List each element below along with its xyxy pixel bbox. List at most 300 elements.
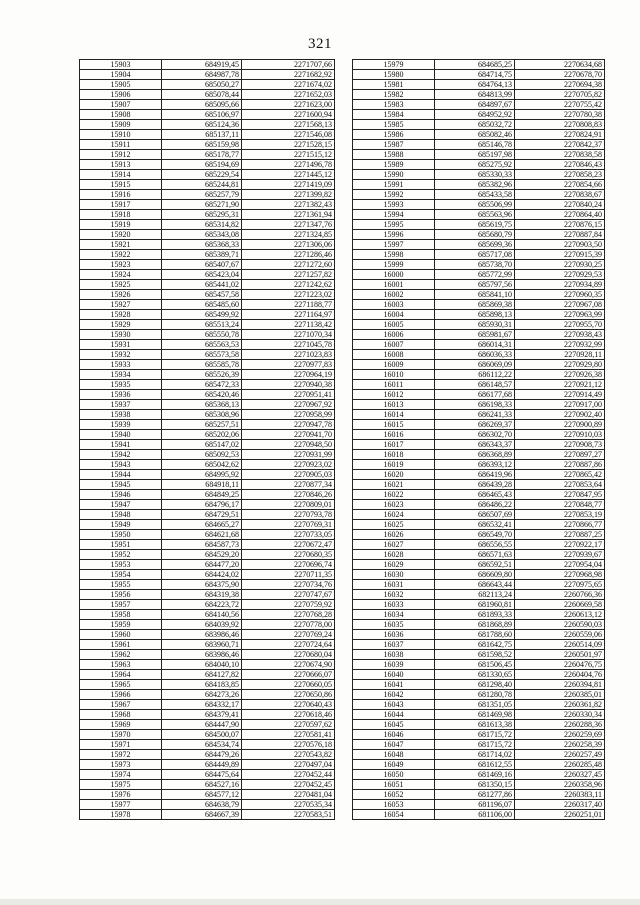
table-row — [353, 260, 605, 270]
x-coordinate-cell: 681960,81 — [435, 600, 515, 610]
x-coordinate-cell: 686343,37 — [435, 440, 515, 450]
point-number-cell: 15950 — [80, 530, 162, 540]
x-coordinate-cell: 684813,99 — [435, 90, 515, 100]
y-coordinate-cell: 2270922,17 — [515, 540, 605, 550]
x-coordinate-cell: 685257,79 — [162, 190, 242, 200]
table-row — [353, 220, 605, 230]
y-coordinate-cell: 2270838,58 — [515, 150, 605, 160]
y-coordinate-cell: 2270931,99 — [242, 450, 335, 460]
x-coordinate-cell: 681350,15 — [435, 780, 515, 790]
x-coordinate-cell: 686393,12 — [435, 460, 515, 470]
y-coordinate-cell: 2271070,34 — [242, 330, 335, 340]
y-coordinate-cell: 2260669,58 — [515, 600, 605, 610]
y-coordinate-cell: 2270908,73 — [515, 440, 605, 450]
x-coordinate-cell: 681106,00 — [435, 810, 515, 820]
y-coordinate-cell: 2270967,92 — [242, 400, 335, 410]
table-row — [80, 630, 335, 640]
x-coordinate-cell: 681330,65 — [435, 670, 515, 680]
x-coordinate-cell: 685472,33 — [162, 380, 242, 390]
point-number-cell: 16029 — [353, 560, 435, 570]
point-number-cell: 15990 — [353, 170, 435, 180]
point-number-cell: 15976 — [80, 790, 162, 800]
x-coordinate-cell: 684534,74 — [162, 740, 242, 750]
table-row — [353, 190, 605, 200]
x-coordinate-cell: 684587,73 — [162, 540, 242, 550]
point-number-cell: 16047 — [353, 740, 435, 750]
x-coordinate-cell: 686198,33 — [435, 400, 515, 410]
y-coordinate-cell: 2270926,38 — [515, 370, 605, 380]
y-coordinate-cell: 2271223,02 — [242, 290, 335, 300]
coordinates-table-right — [352, 59, 605, 820]
table-row — [353, 770, 605, 780]
x-coordinate-cell: 685082,46 — [435, 130, 515, 140]
point-number-cell: 15989 — [353, 160, 435, 170]
point-number-cell: 16045 — [353, 720, 435, 730]
table-row — [80, 340, 335, 350]
x-coordinate-cell: 686465,43 — [435, 490, 515, 500]
y-coordinate-cell: 2270968,98 — [515, 570, 605, 580]
point-number-cell: 15995 — [353, 220, 435, 230]
table-row — [353, 280, 605, 290]
table-row — [80, 560, 335, 570]
table-row — [353, 580, 605, 590]
point-number-cell: 15986 — [353, 130, 435, 140]
y-coordinate-cell: 2271419,09 — [242, 180, 335, 190]
x-coordinate-cell: 686148,57 — [435, 380, 515, 390]
x-coordinate-cell: 684897,67 — [435, 100, 515, 110]
table-row — [353, 480, 605, 490]
point-number-cell: 15947 — [80, 500, 162, 510]
point-number-cell: 15946 — [80, 490, 162, 500]
x-coordinate-cell: 686507,69 — [435, 510, 515, 520]
point-number-cell: 16012 — [353, 390, 435, 400]
point-number-cell: 15964 — [80, 670, 162, 680]
y-coordinate-cell: 2260358,96 — [515, 780, 605, 790]
x-coordinate-cell: 684729,51 — [162, 510, 242, 520]
y-coordinate-cell: 2270666,07 — [242, 670, 335, 680]
point-number-cell: 15953 — [80, 560, 162, 570]
point-number-cell: 15999 — [353, 260, 435, 270]
table-row — [80, 130, 335, 140]
point-number-cell: 16001 — [353, 280, 435, 290]
point-number-cell: 15929 — [80, 320, 162, 330]
y-coordinate-cell: 2270778,00 — [242, 620, 335, 630]
y-coordinate-cell: 2270902,40 — [515, 410, 605, 420]
x-coordinate-cell: 686419,96 — [435, 470, 515, 480]
table-row — [353, 760, 605, 770]
y-coordinate-cell: 2270948,50 — [242, 440, 335, 450]
y-coordinate-cell: 2270951,41 — [242, 390, 335, 400]
table-row — [353, 560, 605, 570]
point-number-cell: 15998 — [353, 250, 435, 260]
point-number-cell: 15982 — [353, 90, 435, 100]
y-coordinate-cell: 2271361,94 — [242, 210, 335, 220]
y-coordinate-cell: 2270672,47 — [242, 540, 335, 550]
x-coordinate-cell: 685619,75 — [435, 220, 515, 230]
point-number-cell: 16031 — [353, 580, 435, 590]
x-coordinate-cell: 685506,99 — [435, 200, 515, 210]
table-row — [80, 540, 335, 550]
page-number: 321 — [308, 36, 332, 52]
y-coordinate-cell: 2270955,70 — [515, 320, 605, 330]
y-coordinate-cell: 2270680,04 — [242, 650, 335, 660]
y-coordinate-cell: 2270680,35 — [242, 550, 335, 560]
y-coordinate-cell: 2270853,64 — [515, 480, 605, 490]
table-row — [80, 320, 335, 330]
point-number-cell: 16026 — [353, 530, 435, 540]
point-number-cell: 16019 — [353, 460, 435, 470]
table-row — [80, 810, 335, 820]
table-row — [353, 610, 605, 620]
point-number-cell: 15937 — [80, 400, 162, 410]
point-number-cell: 15957 — [80, 600, 162, 610]
table-row — [80, 450, 335, 460]
y-coordinate-cell: 2260361,82 — [515, 700, 605, 710]
table-row — [353, 500, 605, 510]
x-coordinate-cell: 684500,07 — [162, 730, 242, 740]
x-coordinate-cell: 684477,20 — [162, 560, 242, 570]
table-row — [353, 340, 605, 350]
y-coordinate-cell: 2260257,49 — [515, 750, 605, 760]
point-number-cell: 16036 — [353, 630, 435, 640]
table-row — [80, 360, 335, 370]
table-row — [80, 300, 335, 310]
x-coordinate-cell: 684527,16 — [162, 780, 242, 790]
point-number-cell: 15992 — [353, 190, 435, 200]
point-number-cell: 16030 — [353, 570, 435, 580]
table-row — [80, 180, 335, 190]
x-coordinate-cell: 685485,60 — [162, 300, 242, 310]
y-coordinate-cell: 2270838,67 — [515, 190, 605, 200]
x-coordinate-cell: 683986,46 — [162, 630, 242, 640]
x-coordinate-cell: 681893,33 — [435, 610, 515, 620]
x-coordinate-cell: 684127,82 — [162, 670, 242, 680]
y-coordinate-cell: 2270939,67 — [515, 550, 605, 560]
y-coordinate-cell: 2271347,76 — [242, 220, 335, 230]
point-number-cell: 15965 — [80, 680, 162, 690]
point-number-cell: 16013 — [353, 400, 435, 410]
y-coordinate-cell: 2270581,41 — [242, 730, 335, 740]
x-coordinate-cell: 684140,56 — [162, 610, 242, 620]
x-coordinate-cell: 684918,11 — [162, 480, 242, 490]
y-coordinate-cell: 2260327,45 — [515, 770, 605, 780]
x-coordinate-cell: 686368,89 — [435, 450, 515, 460]
point-number-cell: 15985 — [353, 120, 435, 130]
table-row — [80, 690, 335, 700]
point-number-cell: 16017 — [353, 440, 435, 450]
point-number-cell: 15977 — [80, 800, 162, 810]
table-row — [80, 440, 335, 450]
y-coordinate-cell: 2271652,03 — [242, 90, 335, 100]
y-coordinate-cell: 2271272,60 — [242, 260, 335, 270]
point-number-cell: 16018 — [353, 450, 435, 460]
y-coordinate-cell: 2270583,51 — [242, 810, 335, 820]
point-number-cell: 15914 — [80, 170, 162, 180]
x-coordinate-cell: 684667,39 — [162, 810, 242, 820]
x-coordinate-cell: 685194,69 — [162, 160, 242, 170]
point-number-cell: 15969 — [80, 720, 162, 730]
x-coordinate-cell: 683960,71 — [162, 640, 242, 650]
y-coordinate-cell: 2270900,89 — [515, 420, 605, 430]
table-row — [353, 60, 605, 70]
y-coordinate-cell: 2260317,40 — [515, 800, 605, 810]
y-coordinate-cell: 2270915,39 — [515, 250, 605, 260]
x-coordinate-cell: 681714,02 — [435, 750, 515, 760]
table-row — [353, 680, 605, 690]
table-row — [80, 200, 335, 210]
y-coordinate-cell: 2270866,77 — [515, 520, 605, 530]
table-row — [80, 410, 335, 420]
point-number-cell: 15927 — [80, 300, 162, 310]
x-coordinate-cell: 685797,56 — [435, 280, 515, 290]
point-number-cell: 15920 — [80, 230, 162, 240]
point-number-cell: 16016 — [353, 430, 435, 440]
x-coordinate-cell: 684764,13 — [435, 80, 515, 90]
y-coordinate-cell: 2270929,53 — [515, 270, 605, 280]
x-coordinate-cell: 686014,31 — [435, 340, 515, 350]
table-row — [80, 380, 335, 390]
table-row — [80, 650, 335, 660]
y-coordinate-cell: 2270755,42 — [515, 100, 605, 110]
x-coordinate-cell: 685680,79 — [435, 230, 515, 240]
y-coordinate-cell: 2270929,80 — [515, 360, 605, 370]
x-coordinate-cell: 685368,33 — [162, 240, 242, 250]
y-coordinate-cell: 2271399,82 — [242, 190, 335, 200]
y-coordinate-cell: 2271682,92 — [242, 70, 335, 80]
table-row — [353, 350, 605, 360]
point-number-cell: 16039 — [353, 660, 435, 670]
table-row — [80, 290, 335, 300]
point-number-cell: 15932 — [80, 350, 162, 360]
x-coordinate-cell: 685869,38 — [435, 300, 515, 310]
table-row — [80, 660, 335, 670]
table-row — [80, 770, 335, 780]
point-number-cell: 15934 — [80, 370, 162, 380]
point-number-cell: 16010 — [353, 370, 435, 380]
x-coordinate-cell: 681715,72 — [435, 740, 515, 750]
y-coordinate-cell: 2270694,38 — [515, 80, 605, 90]
x-coordinate-cell: 684332,17 — [162, 700, 242, 710]
x-coordinate-cell: 685585,78 — [162, 360, 242, 370]
point-number-cell: 15908 — [80, 110, 162, 120]
y-coordinate-cell: 2270576,18 — [242, 740, 335, 750]
y-coordinate-cell: 2260590,03 — [515, 620, 605, 630]
x-coordinate-cell: 685244,81 — [162, 180, 242, 190]
x-coordinate-cell: 685106,97 — [162, 110, 242, 120]
point-number-cell: 16051 — [353, 780, 435, 790]
y-coordinate-cell: 2270543,82 — [242, 750, 335, 760]
y-coordinate-cell: 2271306,06 — [242, 240, 335, 250]
table-row — [80, 480, 335, 490]
table-row — [353, 310, 605, 320]
table-row — [353, 620, 605, 630]
x-coordinate-cell: 685330,33 — [435, 170, 515, 180]
table-row — [353, 720, 605, 730]
point-number-cell: 15972 — [80, 750, 162, 760]
x-coordinate-cell: 681788,60 — [435, 630, 515, 640]
table-row — [353, 170, 605, 180]
point-number-cell: 15915 — [80, 180, 162, 190]
y-coordinate-cell: 2270640,43 — [242, 700, 335, 710]
point-number-cell: 15912 — [80, 150, 162, 160]
y-coordinate-cell: 2271707,66 — [242, 60, 335, 70]
y-coordinate-cell: 2270747,67 — [242, 590, 335, 600]
y-coordinate-cell: 2270887,25 — [515, 530, 605, 540]
table-row — [353, 420, 605, 430]
table-row — [353, 160, 605, 170]
x-coordinate-cell: 685573,58 — [162, 350, 242, 360]
x-coordinate-cell: 685095,66 — [162, 100, 242, 110]
table-row — [80, 110, 335, 120]
point-number-cell: 16021 — [353, 480, 435, 490]
table-row — [80, 220, 335, 230]
table-row — [353, 550, 605, 560]
y-coordinate-cell: 2271257,82 — [242, 270, 335, 280]
table-row — [80, 500, 335, 510]
point-number-cell: 16042 — [353, 690, 435, 700]
x-coordinate-cell: 684638,79 — [162, 800, 242, 810]
table-row — [80, 570, 335, 580]
x-coordinate-cell: 685563,96 — [435, 210, 515, 220]
point-number-cell: 16008 — [353, 350, 435, 360]
point-number-cell: 16009 — [353, 360, 435, 370]
point-number-cell: 15981 — [353, 80, 435, 90]
table-row — [353, 380, 605, 390]
y-coordinate-cell: 2270711,35 — [242, 570, 335, 580]
y-coordinate-cell: 2270650,86 — [242, 690, 335, 700]
point-number-cell: 16007 — [353, 340, 435, 350]
x-coordinate-cell: 684475,64 — [162, 770, 242, 780]
x-coordinate-cell: 681598,52 — [435, 650, 515, 660]
y-coordinate-cell: 2270930,25 — [515, 260, 605, 270]
x-coordinate-cell: 686112,22 — [435, 370, 515, 380]
x-coordinate-cell: 684995,92 — [162, 470, 242, 480]
x-coordinate-cell: 686609,80 — [435, 570, 515, 580]
point-number-cell: 16020 — [353, 470, 435, 480]
y-coordinate-cell: 2270846,26 — [242, 490, 335, 500]
table-row — [80, 430, 335, 440]
x-coordinate-cell: 684714,75 — [435, 70, 515, 80]
point-number-cell: 16003 — [353, 300, 435, 310]
table-row — [80, 250, 335, 260]
y-coordinate-cell: 2260613,12 — [515, 610, 605, 620]
point-number-cell: 16037 — [353, 640, 435, 650]
table-row — [353, 790, 605, 800]
y-coordinate-cell: 2270853,19 — [515, 510, 605, 520]
x-coordinate-cell: 685050,27 — [162, 80, 242, 90]
point-number-cell: 16002 — [353, 290, 435, 300]
y-coordinate-cell: 2260476,75 — [515, 660, 605, 670]
table-row — [353, 400, 605, 410]
point-number-cell: 15911 — [80, 140, 162, 150]
point-number-cell: 15984 — [353, 110, 435, 120]
point-number-cell: 15960 — [80, 630, 162, 640]
y-coordinate-cell: 2270975,65 — [515, 580, 605, 590]
table-row — [80, 520, 335, 530]
table-row — [80, 190, 335, 200]
table-row — [80, 800, 335, 810]
table-row — [80, 490, 335, 500]
table-row — [353, 440, 605, 450]
y-coordinate-cell: 2260559,06 — [515, 630, 605, 640]
x-coordinate-cell: 681506,45 — [435, 660, 515, 670]
point-number-cell: 15959 — [80, 620, 162, 630]
x-coordinate-cell: 685275,92 — [435, 160, 515, 170]
table-row — [353, 540, 605, 550]
y-coordinate-cell: 2270734,76 — [242, 580, 335, 590]
x-coordinate-cell: 681277,86 — [435, 790, 515, 800]
table-row — [80, 510, 335, 520]
x-coordinate-cell: 685389,71 — [162, 250, 242, 260]
x-coordinate-cell: 684273,26 — [162, 690, 242, 700]
table-row — [353, 670, 605, 680]
point-number-cell: 15962 — [80, 650, 162, 660]
x-coordinate-cell: 686549,70 — [435, 530, 515, 540]
point-number-cell: 15930 — [80, 330, 162, 340]
y-coordinate-cell: 2270864,40 — [515, 210, 605, 220]
point-number-cell: 16025 — [353, 520, 435, 530]
point-number-cell: 15954 — [80, 570, 162, 580]
point-number-cell: 15940 — [80, 430, 162, 440]
y-coordinate-cell: 2270705,82 — [515, 90, 605, 100]
table-row — [80, 680, 335, 690]
point-number-cell: 15988 — [353, 150, 435, 160]
table-row — [353, 570, 605, 580]
table-row — [353, 300, 605, 310]
point-number-cell: 15903 — [80, 60, 162, 70]
point-number-cell: 15923 — [80, 260, 162, 270]
table-row — [80, 160, 335, 170]
point-number-cell: 15922 — [80, 250, 162, 260]
point-number-cell: 15936 — [80, 390, 162, 400]
table-row — [353, 120, 605, 130]
table-row — [80, 730, 335, 740]
point-number-cell: 16046 — [353, 730, 435, 740]
y-coordinate-cell: 2270963,99 — [515, 310, 605, 320]
y-coordinate-cell: 2271528,15 — [242, 140, 335, 150]
point-number-cell: 15958 — [80, 610, 162, 620]
table-row — [80, 330, 335, 340]
point-number-cell: 16033 — [353, 600, 435, 610]
point-number-cell: 15955 — [80, 580, 162, 590]
point-number-cell: 15938 — [80, 410, 162, 420]
x-coordinate-cell: 684621,68 — [162, 530, 242, 540]
y-coordinate-cell: 2271023,83 — [242, 350, 335, 360]
table-row — [80, 550, 335, 560]
table-row — [353, 470, 605, 480]
x-coordinate-cell: 685499,92 — [162, 310, 242, 320]
x-coordinate-cell: 686532,41 — [435, 520, 515, 530]
table-row — [353, 460, 605, 470]
x-coordinate-cell: 681351,05 — [435, 700, 515, 710]
point-number-cell: 15949 — [80, 520, 162, 530]
y-coordinate-cell: 2270809,01 — [242, 500, 335, 510]
table-row — [80, 670, 335, 680]
y-coordinate-cell: 2270932,99 — [515, 340, 605, 350]
y-coordinate-cell: 2270846,43 — [515, 160, 605, 170]
table-row — [353, 140, 605, 150]
x-coordinate-cell: 685738,70 — [435, 260, 515, 270]
x-coordinate-cell: 686643,44 — [435, 580, 515, 590]
point-number-cell: 15970 — [80, 730, 162, 740]
x-coordinate-cell: 686486,22 — [435, 500, 515, 510]
point-number-cell: 15997 — [353, 240, 435, 250]
y-coordinate-cell: 2270733,05 — [242, 530, 335, 540]
x-coordinate-cell: 685423,04 — [162, 270, 242, 280]
point-number-cell: 16011 — [353, 380, 435, 390]
x-coordinate-cell: 685717,08 — [435, 250, 515, 260]
x-coordinate-cell: 681613,38 — [435, 720, 515, 730]
